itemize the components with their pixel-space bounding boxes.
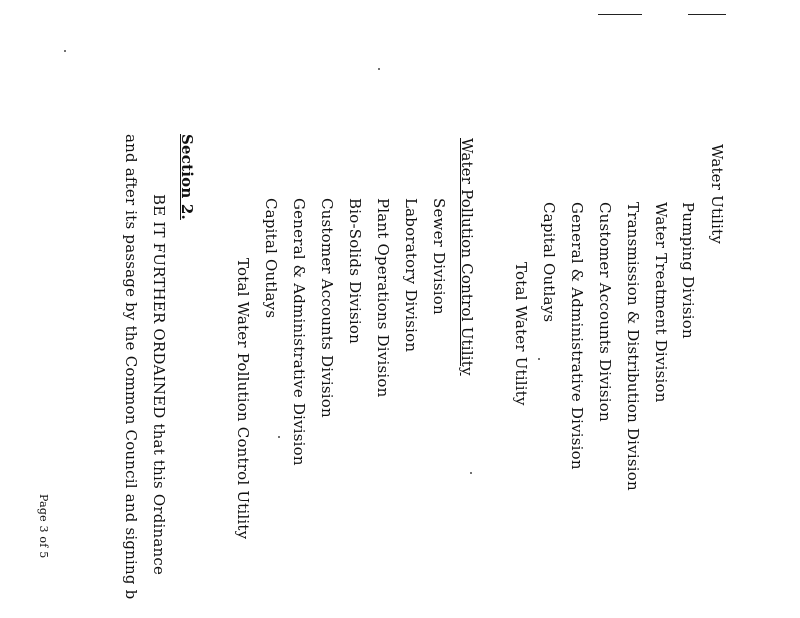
list-item: Laboratory Division: [402, 198, 420, 353]
page-number: Page 3 of 5: [37, 494, 50, 559]
section-text-line-2: and after its passage by the Common Council and signing b: [122, 134, 140, 600]
scan-speck: [378, 68, 380, 70]
list-item: Capital Outlays: [540, 202, 558, 323]
list-item: General & Administrative Division: [290, 198, 308, 466]
scan-speck: [64, 50, 66, 52]
list-item: Water Treatment Division: [652, 202, 670, 403]
scan-speck: [538, 358, 540, 360]
list-item: Pumping Division: [679, 202, 697, 339]
section-heading: Section 2.: [178, 134, 196, 220]
water-pollution-heading: Water Pollution Control Utility: [458, 138, 476, 376]
scan-speck: [278, 436, 280, 438]
list-item: Transmission & Distribution Division: [624, 202, 642, 491]
list-item: Capital Outlays: [262, 198, 280, 319]
list-item: Customer Accounts Division: [318, 198, 336, 418]
scan-speck: [470, 472, 472, 474]
section-text-line-1: BE IT FURTHER ORDAINED that this Ordinance: [150, 194, 168, 576]
list-item: Plant Operations Division: [374, 198, 392, 398]
top-rule-left: [598, 14, 642, 15]
water-pollution-total: Total Water Pollution Control Utility: [234, 258, 252, 540]
list-item: Customer Accounts Division: [596, 202, 614, 422]
list-item: General & Administrative Division: [568, 202, 586, 470]
list-item: Sewer Division: [430, 198, 448, 315]
water-utility-total: Total Water Utility: [512, 262, 530, 406]
list-item: Bio-Solids Division: [346, 198, 364, 344]
water-utility-heading: Water Utility: [708, 144, 726, 245]
top-rule-right: [688, 14, 726, 15]
